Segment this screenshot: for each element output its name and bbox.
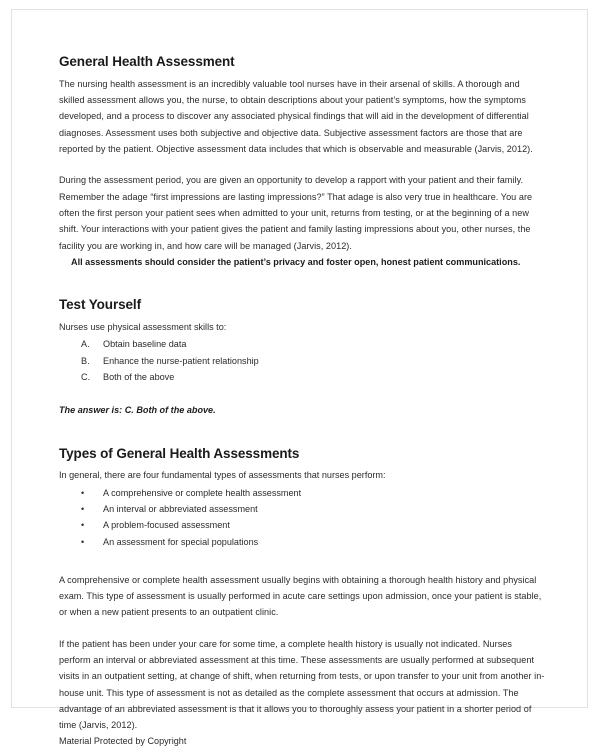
- option-label: Enhance the nurse-patient relationship: [103, 355, 259, 366]
- callout-privacy-statement: All assessments should consider the patient’s privacy and foster open, honest patient communications.: [71, 256, 521, 267]
- option-label: Both of the above: [103, 371, 175, 382]
- heading-types-of-assessments: Types of General Health Assessments: [59, 445, 300, 461]
- list-item: [59, 369, 545, 385]
- section-general-health-assessment: [59, 54, 545, 270]
- list-item-label: A problem-focused assessment: [103, 520, 230, 531]
- bullet-icon: •: [81, 503, 85, 514]
- section-test-yourself: [59, 297, 545, 418]
- footer-copyright-note: Material Protected by Copyright: [59, 735, 187, 746]
- test-answer-line: The answer is: C. Both of the above.: [59, 405, 216, 416]
- bullet-icon: •: [81, 520, 85, 531]
- option-marker: A.: [81, 339, 90, 350]
- test-question-prompt: Nurses use physical assessment skills to:: [59, 322, 227, 333]
- heading-general-health-assessment: General Health Assessment: [59, 54, 235, 69]
- list-item: [59, 517, 545, 533]
- paragraph-assessment-intro: The nursing health assessment is an incredibly valuable tool nurses have in their arsenal of skills. A thorough and skilled assessment allows you, the nurse, to obtain descriptions about your patient’s symptoms, how the symptoms developed, and a process to discover any associated physical findings that will aid in the development of differential diagnoses. Assessment uses both subjective and objective data. Subjective assessment factors are those that are reported by the patient. Objective assessment data includes that which is observable and measurable (Jarvis, 2012).: [59, 78, 533, 155]
- option-label: Obtain baseline data: [103, 339, 187, 350]
- list-item: [59, 501, 545, 517]
- list-item-label: A comprehensive or complete health assessment: [103, 487, 302, 498]
- document-body: [59, 54, 545, 749]
- section-spacer: [59, 419, 545, 446]
- document-page: [11, 9, 588, 746]
- list-item: [59, 485, 545, 501]
- section-types-of-assessments: [59, 446, 545, 734]
- bullet-icon: •: [81, 536, 85, 547]
- paragraph-interval-assessment: If the patient has been under your care for some time, a complete health history is usually not indicated. Nurses perform an interval or abbreviated assessment at this time. These assessments are usually performed at subsequent visits in an outpatient setting, at change of shift, when returning from tests, or upon transfer to your unit from another in-house unit. This type of assessment is not as detailed as the complete assessment that occurs at admission. The advantage of an abbreviated assessment is that it allows you to thoroughly assess your patient in a shorter period of time (Jarvis, 2012).: [59, 638, 545, 731]
- list-item: [59, 336, 545, 352]
- types-bullet-list: [59, 485, 545, 550]
- list-item: [59, 534, 545, 550]
- types-intro-text: In general, there are four fundamental types of assessments that nurses perform:: [59, 470, 386, 481]
- list-item: [59, 353, 545, 369]
- paragraph-comprehensive-assessment: A comprehensive or complete health assessment usually begins with obtaining a thorough health history and physical exam. This type of assessment is usually performed in acute care settings upon admission, once your patient is stable, or when a new patient presents to an outpatient clinic.: [59, 574, 542, 618]
- test-options-list: [59, 336, 545, 385]
- list-item-label: An interval or abbreviated assessment: [103, 503, 258, 514]
- option-marker: C.: [81, 371, 91, 382]
- section-spacer: [59, 270, 545, 297]
- bullet-icon: •: [81, 487, 85, 498]
- option-marker: B.: [81, 355, 90, 366]
- heading-test-yourself: Test Yourself: [59, 297, 141, 313]
- list-item-label: An assessment for special populations: [103, 536, 259, 547]
- paragraph-spacer: [59, 550, 545, 572]
- paragraph-assessment-rapport: During the assessment period, you are given an opportunity to develop a rapport with your patient and their family. Remember the adage “first impressions are lasting impressions?” That adage is also very true in healthcare. You are often the first person your patient sees when admitted to your unit, returns from testing, or at the beginning of a new shift. Your interactions with your patient gives the patient and family lasting impressions about you, other nurses, the facility you are working in, and how care will be managed (Jarvis, 2012).: [59, 175, 533, 251]
